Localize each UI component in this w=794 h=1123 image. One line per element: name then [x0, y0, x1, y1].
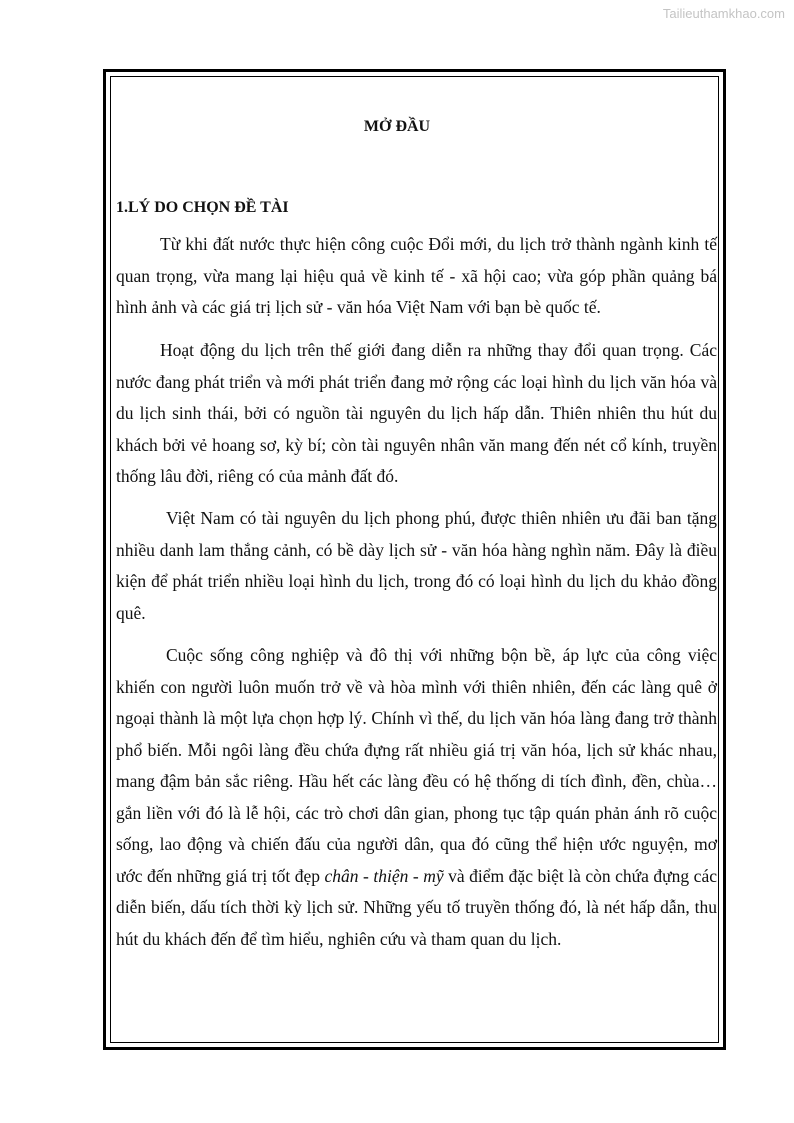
page-title: MỞ ĐẦU	[363, 118, 431, 135]
paragraph-4-text-start: Cuộc sống công nghiệp và đô thị với những bộn bề, áp lực của công việc khiến con người luôn muốn trở về và hòa mình với thiên nhiên, đến các làng quê ở ngoại thành là một lựa chọn hợp lý. Chính vì thế, du lịch văn hóa làng đang trở thành phổ biến. Mỗi ngôi làng đều chứa đựng rất nhiều giá trị văn hóa, lịch sử khác nhau, mang đậm bản sắc riêng. Hầu hết các làng đều có hệ thống di tích đình, đền, chùa…gắn liền với đó là lễ hội, các trò chơi dân gian, phong tục tập quán phản ánh rõ cuộc sống, lao động và chiến đấu của người dân, qua đó cũng thể hiện ước nguyện, mơ ước đến những giá trị tốt đẹp	[116, 645, 717, 886]
watermark-text: Tailieuthamkhao.com	[662, 6, 785, 21]
paragraph-4-text-end: và điểm đặc biệt là còn chứa đựng các diễn biến, dấu tích thời kỳ lịch sử. Những yếu tố truyền thống đó, là nét hấp dẫn, thu hút du khách đến để tìm hiểu, nghiên cứu và tham quan du lịch.	[116, 865, 717, 949]
paragraph-4	[116, 640, 717, 955]
paragraph-2: Hoạt động du lịch trên thế giới đang diễn ra những thay đổi quan trọng. Các nước đang phát triển và mới phát triển đang mở rộng các loại hình du lịch văn hóa và du lịch sinh thái, bởi có nguồn tài nguyên du lịch hấp dẫn. Thiên nhiên thu hút du khách bởi vẻ hoang sơ, kỳ bí; còn tài nguyên nhân văn mang đến nét cổ kính, truyền thống lâu đời, riêng có của mảnh đất đó.	[116, 340, 717, 486]
section-heading: 1.LÝ DO CHỌN ĐỀ TÀI	[116, 199, 289, 216]
paragraph-3: Việt Nam có tài nguyên du lịch phong phú, được thiên nhiên ưu đãi ban tặng nhiều danh lam thắng cảnh, có bề dày lịch sử - văn hóa hàng nghìn năm. Đây là điều kiện để phát triển nhiều loại hình du lịch, trong đó có loại hình du lịch du khảo đồng quê.	[116, 508, 717, 623]
paragraph-1: Từ khi đất nước thực hiện công cuộc Đổi mới, du lịch trở thành ngành kinh tế quan trọng, vừa mang lại hiệu quả về kinh tế - xã hội cao; vừa góp phần quảng bá hình ảnh và các giá trị lịch sử - văn hóa Việt Nam với bạn bè quốc tế.	[116, 234, 717, 317]
paragraph-4-emphasis: chân - thiện - mỹ	[324, 865, 444, 886]
